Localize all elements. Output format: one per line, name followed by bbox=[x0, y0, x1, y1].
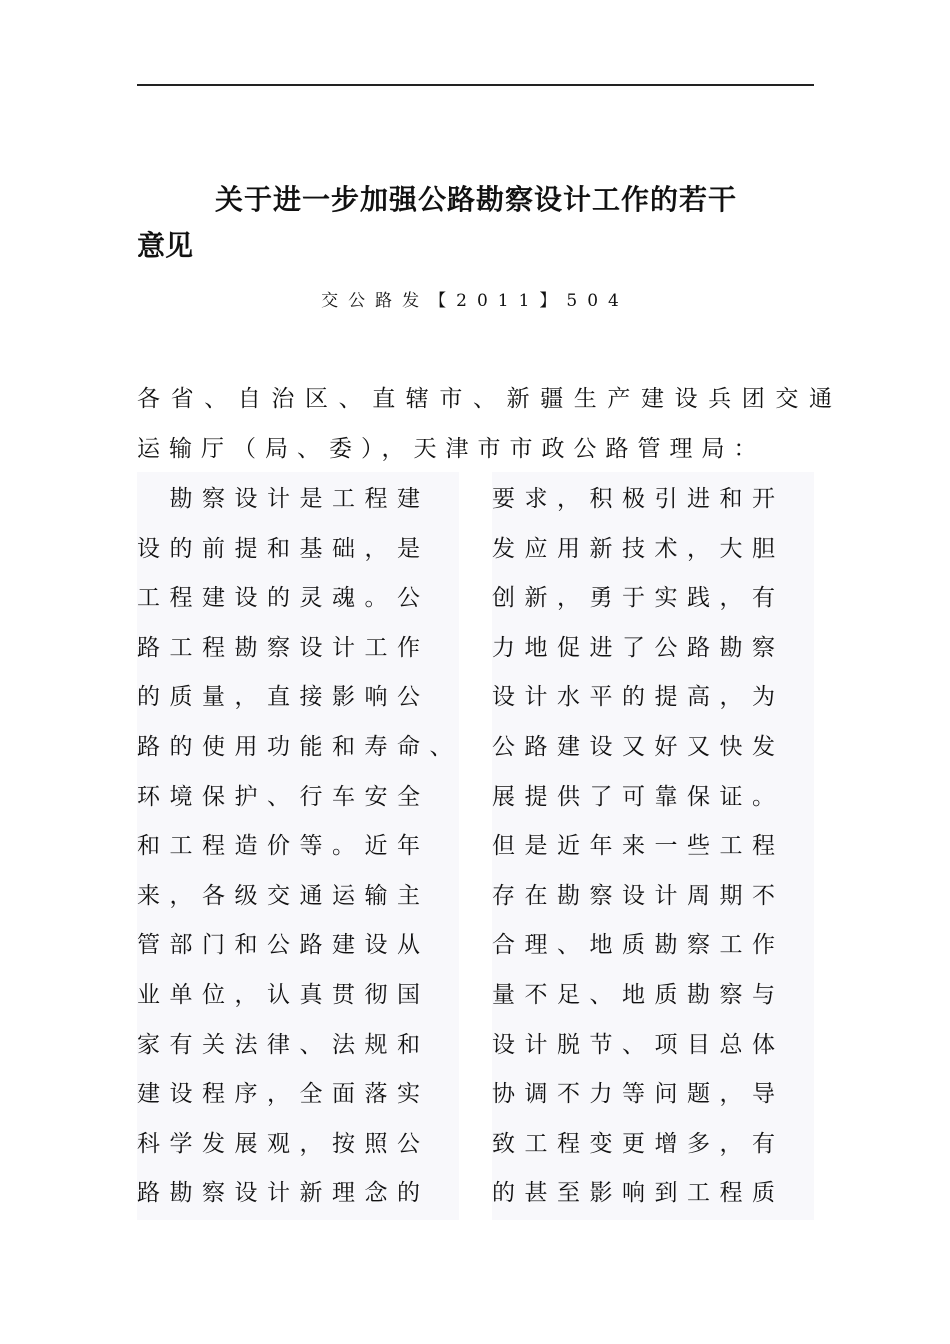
column-text-line: 展提供了可靠保证。 bbox=[492, 783, 785, 810]
column-text-line: 设计脱节、项目总体 bbox=[492, 1031, 785, 1058]
document-title-line-2: 意见 bbox=[137, 229, 194, 262]
addressee-line-2: 运输厅（局、委），天津市市政公路管理局： bbox=[137, 436, 766, 462]
column-text-line: 来，各级交通运输主 bbox=[137, 882, 430, 909]
header-rule bbox=[137, 84, 814, 86]
column-text-line: 家有关法律、法规和 bbox=[137, 1031, 430, 1058]
column-text-line: 的甚至影响到工程质 bbox=[492, 1180, 785, 1207]
column-text-line: 但是近年来一些工程 bbox=[492, 833, 785, 860]
column-text-line: 路的使用功能和寿命、 bbox=[137, 734, 462, 760]
column-text-line: 和工程造价等。近年 bbox=[137, 833, 430, 860]
column-text-line: 勘察设计是工程建 bbox=[137, 486, 430, 512]
addressee-line-1: 各省、自治区、直辖市、新疆生产建设兵团交通 bbox=[137, 386, 843, 412]
column-text-line: 建设程序，全面落实 bbox=[137, 1081, 430, 1108]
document-title-line-1: 关于进一步加强公路勘察设计工作的若干 bbox=[215, 183, 738, 216]
column-text-line: 创新，勇于实践，有 bbox=[492, 585, 785, 612]
left-text-column bbox=[137, 472, 462, 1220]
column-text-line: 设计水平的提高，为 bbox=[492, 684, 785, 711]
column-text-line: 的质量，直接影响公 bbox=[137, 684, 430, 711]
column-text-line: 要求，积极引进和开 bbox=[492, 486, 785, 512]
column-text-line: 力地促进了公路勘察 bbox=[492, 634, 785, 661]
column-text-line: 工程建设的灵魂。公 bbox=[137, 585, 430, 612]
column-text-line: 路工程勘察设计工作 bbox=[137, 634, 430, 661]
column-text-line: 科学发展观，按照公 bbox=[137, 1130, 430, 1157]
column-text-line: 存在勘察设计周期不 bbox=[492, 882, 785, 909]
right-text-column bbox=[492, 472, 814, 1220]
column-text-line: 管部门和公路建设从 bbox=[137, 932, 430, 959]
column-text-line: 路勘察设计新理念的 bbox=[137, 1180, 430, 1207]
column-text-line: 致工程变更增多，有 bbox=[492, 1130, 785, 1157]
document-number: 交公路发【2011】504 bbox=[321, 291, 629, 311]
column-text-line: 量不足、地质勘察与 bbox=[492, 982, 785, 1008]
column-text-line: 环境保护、行车安全 bbox=[137, 783, 430, 810]
column-text-line: 设的前提和基础，是 bbox=[137, 535, 430, 562]
column-text-line: 合理、地质勘察工作 bbox=[492, 932, 785, 959]
column-text-line: 公路建设又好又快发 bbox=[492, 734, 785, 760]
column-text-line: 协调不力等问题，导 bbox=[492, 1081, 785, 1108]
column-text-line: 发应用新技术，大胆 bbox=[492, 535, 785, 562]
column-text-line: 业单位，认真贯彻国 bbox=[137, 982, 430, 1008]
